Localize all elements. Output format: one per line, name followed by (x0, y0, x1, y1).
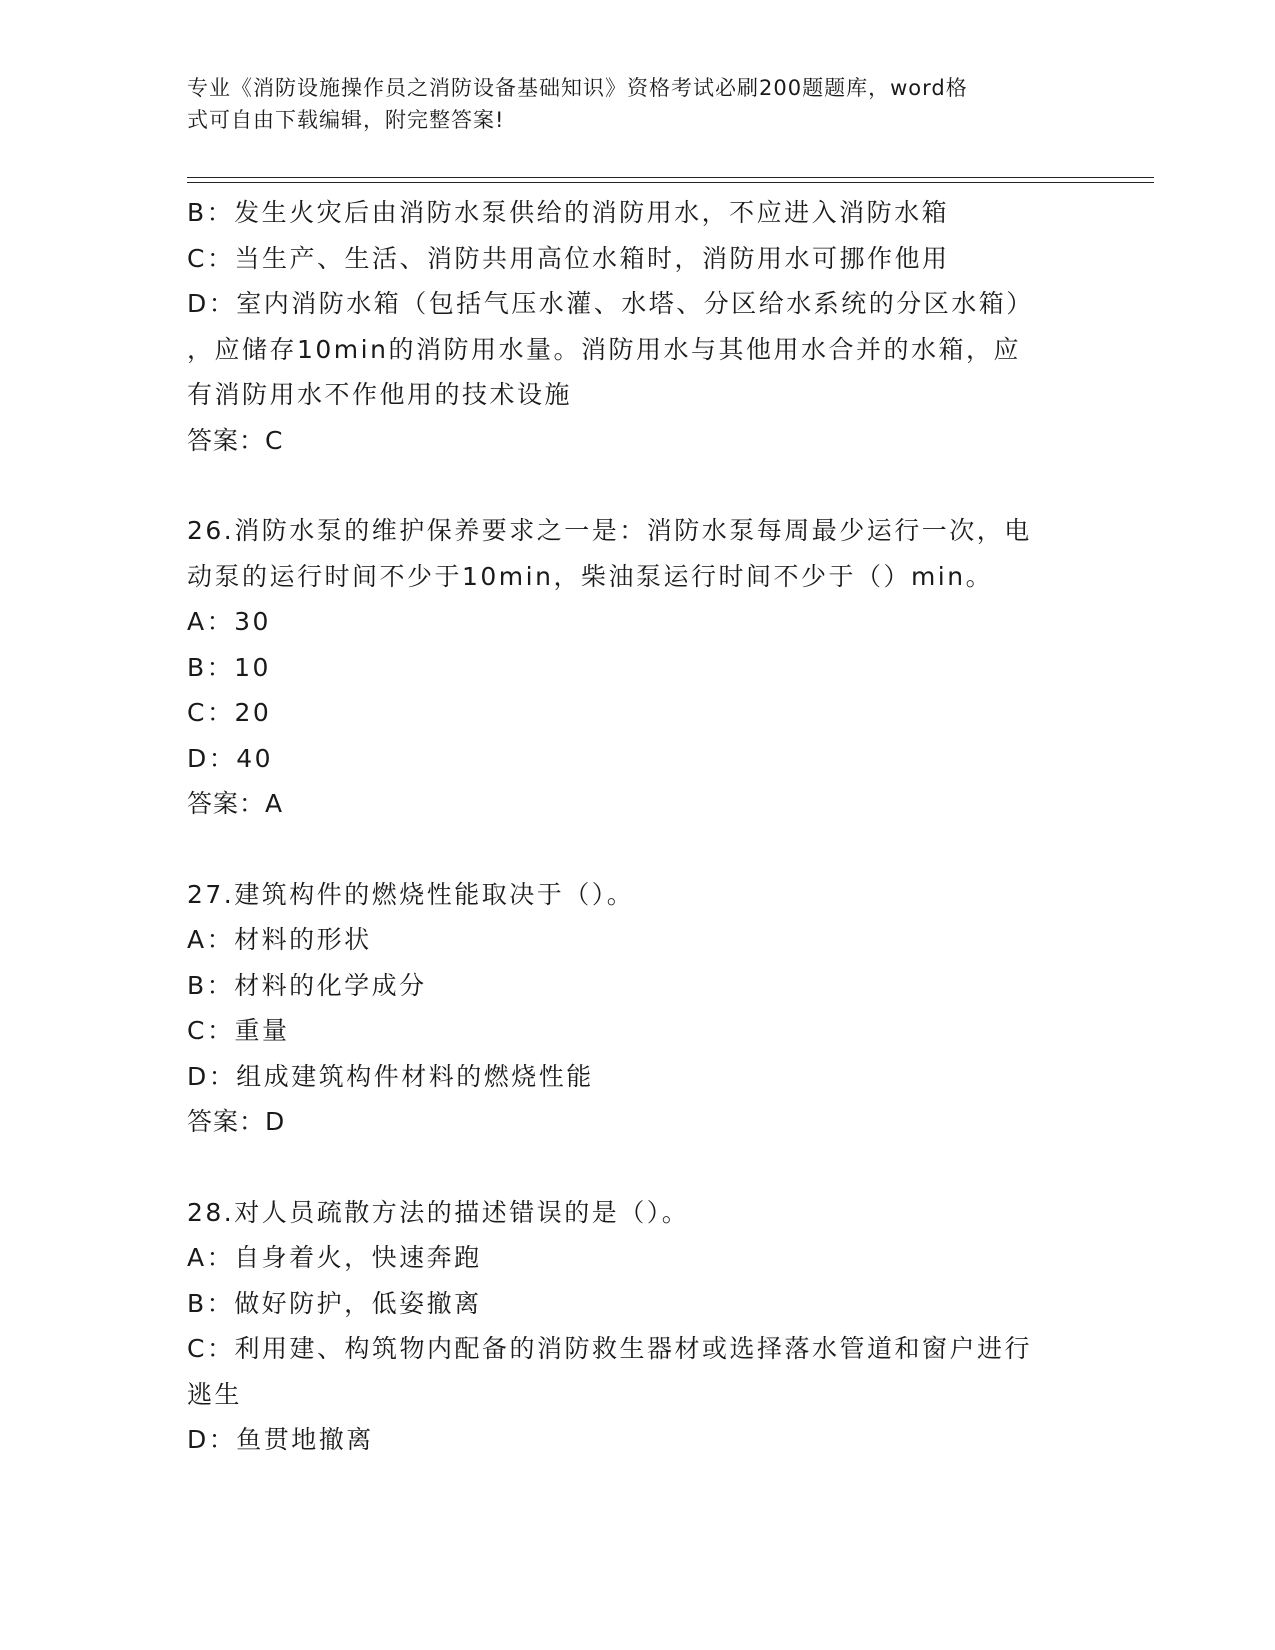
option-b: B：做好防护，低姿撤离 (187, 1288, 482, 1318)
option-c: C：利用建、构筑物内配备的消防救生器材或选择落水管道和窗户进行 (187, 1334, 1032, 1363)
option-c-continued: 逃生 (187, 1379, 243, 1409)
header-line-2: 式可自由下载编辑，附完整答案! (187, 108, 505, 132)
option-c: C：20 (187, 698, 272, 727)
header-divider-top (187, 177, 1154, 178)
option-d: D：组成建筑构件材料的燃烧性能 (187, 1061, 594, 1091)
option-c: C：当生产、生活、消防共用高位水箱时，消防用水可挪作他用 (187, 243, 950, 273)
answer: 答案：A (187, 789, 284, 818)
spacer (187, 1145, 1087, 1190)
question-28 (187, 1190, 1087, 1463)
option-a: A：材料的形状 (187, 925, 372, 954)
option-c: C：重量 (187, 1016, 290, 1045)
option-a: A：30 (187, 607, 271, 636)
option-d: D：40 (187, 743, 274, 773)
spacer (187, 463, 1087, 508)
question-stem: 27.建筑构件的燃烧性能取决于（）。 (187, 879, 635, 909)
question-stem: 26.消防水泵的维护保养要求之一是：消防水泵每周最少运行一次，电 (187, 516, 1032, 545)
answer: 答案：D (187, 1107, 286, 1136)
question-25-tail (187, 190, 1087, 463)
option-d-continued: 有消防用水不作他用的技术设施 (187, 380, 573, 409)
option-d: D：室内消防水箱（包括气压水灌、水塔、分区给水系统的分区水箱） (187, 289, 1034, 318)
question-stem: 28.对人员疏散方法的描述错误的是（）。 (187, 1197, 690, 1227)
option-d: D：鱼贯地撤离 (187, 1425, 374, 1454)
question-26 (187, 508, 1087, 827)
header-line-1: 专业《消防设施操作员之消防设备基础知识》资格考试必刷200题题库，word格 (187, 76, 968, 100)
option-a: A：自身着火，快速奔跑 (187, 1243, 482, 1272)
option-d-continued: ，应储存10min的消防用水量。消防用水与其他用水合并的水箱，应 (187, 334, 1021, 364)
question-27 (187, 872, 1087, 1145)
question-stem-continued: 动泵的运行时间不少于10min，柴油泵运行时间不少于（）min。 (187, 561, 994, 591)
option-b: B：10 (187, 652, 271, 682)
document-header (187, 72, 1067, 136)
option-b: B：材料的化学成分 (187, 970, 427, 1000)
answer: 答案：C (187, 425, 284, 455)
question-list (187, 190, 1087, 1463)
spacer (187, 827, 1087, 872)
option-b: B：发生火灾后由消防水泵供给的消防用水，不应进入消防水箱 (187, 198, 950, 227)
header-divider-bottom (187, 182, 1154, 183)
